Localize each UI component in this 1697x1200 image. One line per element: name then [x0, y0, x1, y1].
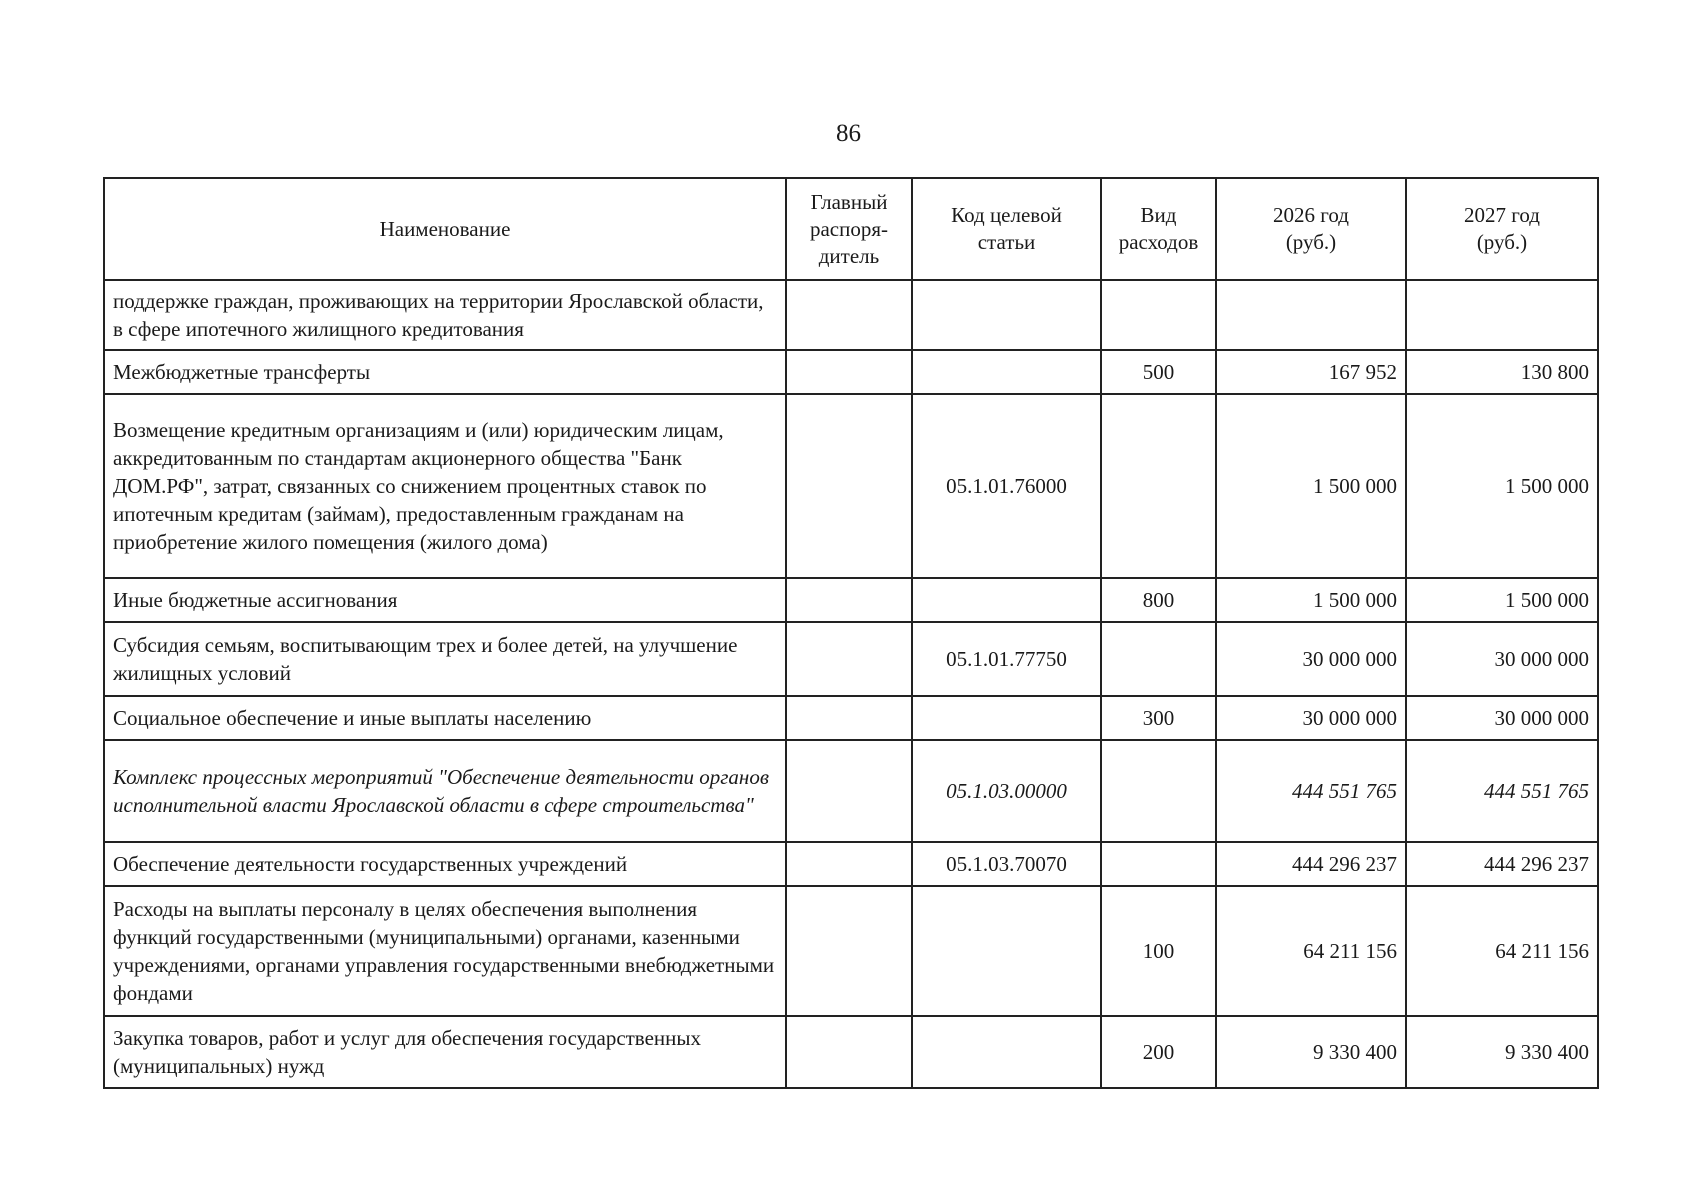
cell-kind: [1101, 622, 1216, 696]
cell-code: [912, 696, 1101, 740]
cell-admin: [786, 578, 912, 622]
cell-name: Межбюджетные трансферты: [104, 350, 786, 394]
header-admin-line: распоря-: [809, 216, 889, 241]
cell-name: Субсидия семьям, воспитывающим трех и более детей, на улучшение жилищных условий: [104, 622, 786, 696]
cell-name: Социальное обеспечение и иные выплаты населению: [104, 696, 786, 740]
cell-2027: 1 500 000: [1406, 394, 1598, 578]
header-2027: [1406, 178, 1598, 280]
cell-2026: 1 500 000: [1216, 394, 1406, 578]
cell-code: [912, 280, 1101, 350]
table-row: [104, 578, 1598, 622]
cell-2027: 64 211 156: [1406, 886, 1598, 1016]
cell-admin: [786, 622, 912, 696]
cell-code: [912, 578, 1101, 622]
cell-admin: [786, 1016, 912, 1088]
cell-name: Комплекс процессных мероприятий "Обеспечение деятельности органов исполнительной власти Ярославской области в сфере строительства": [104, 740, 786, 842]
cell-name: Расходы на выплаты персоналу в целях обеспечения выполнения функций государственными (муниципальными) органами, казенными учреждениями, органами управления государственными внебюджетными фондами: [104, 886, 786, 1016]
cell-code: 05.1.03.00000: [912, 740, 1101, 842]
header-admin: [786, 178, 912, 280]
table-header-row: [104, 178, 1598, 280]
table-row: [104, 394, 1598, 578]
header-kind-line: расходов: [1118, 230, 1199, 254]
budget-table: [103, 177, 1599, 1089]
cell-admin: [786, 696, 912, 740]
cell-kind: 200: [1101, 1016, 1216, 1088]
cell-2026: 444 551 765: [1216, 740, 1406, 842]
cell-kind: 500: [1101, 350, 1216, 394]
cell-kind: 800: [1101, 578, 1216, 622]
header-2027-line: (руб.): [1476, 230, 1528, 254]
header-name: [104, 178, 786, 280]
cell-2026: 167 952: [1216, 350, 1406, 394]
cell-admin: [786, 886, 912, 1016]
cell-kind: [1101, 394, 1216, 578]
cell-code: [912, 350, 1101, 394]
cell-code: 05.1.01.77750: [912, 622, 1101, 696]
cell-2027: 444 296 237: [1406, 842, 1598, 886]
table-row: [104, 622, 1598, 696]
cell-2026: 30 000 000: [1216, 696, 1406, 740]
header-2026: [1216, 178, 1406, 280]
cell-2027: 9 330 400: [1406, 1016, 1598, 1088]
cell-kind: 300: [1101, 696, 1216, 740]
header-2026-line: 2026 год: [1273, 203, 1349, 227]
cell-name: Закупка товаров, работ и услуг для обеспечения государственных (муниципальных) нужд: [104, 1016, 786, 1088]
header-kind: [1101, 178, 1216, 280]
cell-name: Обеспечение деятельности государственных учреждений: [104, 842, 786, 886]
cell-admin: [786, 394, 912, 578]
cell-2027: 444 551 765: [1406, 740, 1598, 842]
cell-name: Возмещение кредитным организациям и (или) юридическим лицам, аккредитованным по стандартам акционерного общества "Банк ДОМ.РФ", затрат, связанных со снижением процентных ставок по ипотечным кредитам (займам), предоставленным гражданам на приобретение жилого помещения (жилого дома): [104, 394, 786, 578]
table-row: [104, 842, 1598, 886]
cell-admin: [786, 842, 912, 886]
cell-code: 05.1.03.70070: [912, 842, 1101, 886]
table-row: [104, 280, 1598, 350]
cell-2027: 1 500 000: [1406, 578, 1598, 622]
cell-code: [912, 886, 1101, 1016]
cell-kind: 100: [1101, 886, 1216, 1016]
cell-name: Иные бюджетные ассигнования: [104, 578, 786, 622]
cell-2027: 130 800: [1406, 350, 1598, 394]
cell-2026: 64 211 156: [1216, 886, 1406, 1016]
cell-2026: 1 500 000: [1216, 578, 1406, 622]
cell-2026: 444 296 237: [1216, 842, 1406, 886]
cell-code: 05.1.01.76000: [912, 394, 1101, 578]
header-admin-line: Главный: [810, 189, 888, 214]
header-admin-line: дитель: [818, 243, 880, 268]
cell-code: [912, 1016, 1101, 1088]
cell-2027: [1406, 280, 1598, 350]
cell-2026: 30 000 000: [1216, 622, 1406, 696]
cell-2027: 30 000 000: [1406, 696, 1598, 740]
table-row: [104, 1016, 1598, 1088]
cell-2026: 9 330 400: [1216, 1016, 1406, 1088]
header-kind-line: Вид: [1140, 203, 1177, 227]
header-code-line: Код целевой: [951, 203, 1062, 227]
header-2027-line: 2027 год: [1464, 203, 1540, 227]
header-name-label: Наименование: [379, 216, 511, 241]
cell-2027: 30 000 000: [1406, 622, 1598, 696]
header-code-line: статьи: [977, 230, 1036, 254]
cell-kind: [1101, 740, 1216, 842]
cell-name: поддержке граждан, проживающих на территории Ярославской области, в сфере ипотечного жилищного кредитования: [104, 280, 786, 350]
header-2026-line: (руб.): [1285, 230, 1337, 254]
table-row: [104, 696, 1598, 740]
cell-admin: [786, 740, 912, 842]
cell-kind: [1101, 842, 1216, 886]
header-code: [912, 178, 1101, 280]
cell-admin: [786, 350, 912, 394]
cell-kind: [1101, 280, 1216, 350]
page-number: 86: [836, 120, 861, 147]
cell-2026: [1216, 280, 1406, 350]
table-row: [104, 350, 1598, 394]
table-row: [104, 740, 1598, 842]
table-row: [104, 886, 1598, 1016]
cell-admin: [786, 280, 912, 350]
